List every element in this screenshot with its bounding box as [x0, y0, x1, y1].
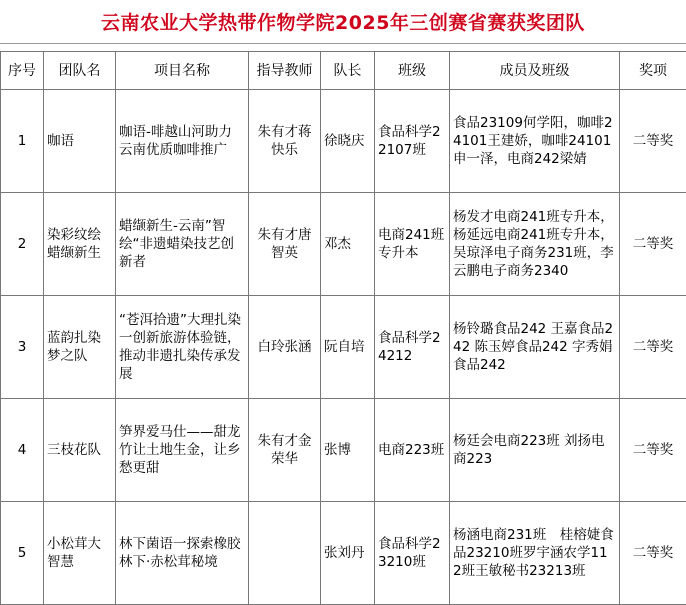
cell-project: 蜡缬新生-云南”智绘“非遗蜡染技艺创新者: [116, 193, 249, 296]
cell-advisor: 白玲张涵: [249, 296, 321, 399]
cell-advisor: 朱有才金荣华: [249, 399, 321, 502]
cell-members: 杨发才电商241班专升本，杨延远电商241班专升本，吴琼泽电子商务231班，李云鹏电子商务2340: [450, 193, 620, 296]
cell-project: 笋界爱马仕——甜龙竹让土地生金，让乡愁更甜: [116, 399, 249, 502]
cell-leader: 徐晓庆: [321, 90, 375, 193]
cell-leader: 张博: [321, 399, 375, 502]
cell-leader: 阮自培: [321, 296, 375, 399]
header-leader: 队长: [321, 52, 375, 90]
cell-class: 食品科学24212: [375, 296, 450, 399]
cell-advisor: 朱有才唐智英: [249, 193, 321, 296]
cell-members: 杨廷会电商223班 刘扬电商223: [450, 399, 620, 502]
header-team: 团队名: [44, 52, 116, 90]
header-row: [1, 52, 686, 90]
cell-team: 三枝花队: [44, 399, 116, 502]
cell-team: 小松茸大智慧: [44, 502, 116, 605]
cell-leader: 邓杰: [321, 193, 375, 296]
cell-class: 食品科学23210班: [375, 502, 450, 605]
header-no: 序号: [1, 52, 44, 90]
cell-class: 电商241班专升本: [375, 193, 450, 296]
cell-class: 食品科学22107班: [375, 90, 450, 193]
sheet-title: 云南农业大学热带作物学院2025年三创赛省赛获奖团队: [0, 0, 686, 44]
cell-leader: 张刘丹: [321, 502, 375, 605]
cell-no: 3: [1, 296, 44, 399]
cell-team: 蓝韵扎染梦之队: [44, 296, 116, 399]
cell-class: 电商223班: [375, 399, 450, 502]
cell-project: “苍洱拾遗”大理扎染一创新旅游体验链，推动非遗扎染传承发展: [116, 296, 249, 399]
header-advisor: 指导教师: [249, 52, 321, 90]
cell-team: 染彩纹绘蜡缬新生: [44, 193, 116, 296]
table-row: [1, 193, 686, 296]
cell-members: 杨铃璐食品242 王嘉食品242 陈玉婷食品242 字秀娟食品242: [450, 296, 620, 399]
cell-project: 咖语-啡越山河助力云南优质咖啡推广: [116, 90, 249, 193]
cell-award: 二等奖: [620, 502, 686, 605]
cell-advisor: [249, 502, 321, 605]
table-row: [1, 296, 686, 399]
cell-project: 林下菌语一探索橡胶林下·赤松茸秘境: [116, 502, 249, 605]
cell-members: 食品23109何学阳，咖啡24101王建娇，咖啡24101申一泽，电商242梁婧: [450, 90, 620, 193]
cell-no: 4: [1, 399, 44, 502]
header-award: 奖项: [620, 52, 686, 90]
cell-award: 二等奖: [620, 90, 686, 193]
spacer-row: [0, 44, 686, 51]
cell-no: 1: [1, 90, 44, 193]
cell-no: 5: [1, 502, 44, 605]
cell-no: 2: [1, 193, 44, 296]
cell-award: 二等奖: [620, 193, 686, 296]
cell-advisor: 朱有才蒋快乐: [249, 90, 321, 193]
cell-members: 杨涵电商231班 桂榕婕食品23210班罗宇涵农学112班王敏秘书23213班: [450, 502, 620, 605]
table-row: [1, 90, 686, 193]
header-project: 项目名称: [116, 52, 249, 90]
cell-award: 二等奖: [620, 399, 686, 502]
award-table: [0, 51, 686, 605]
header-class: 班级: [375, 52, 450, 90]
table-row: [1, 502, 686, 605]
table-row: [1, 399, 686, 502]
cell-team: 咖语: [44, 90, 116, 193]
header-members: 成员及班级: [450, 52, 620, 90]
cell-award: 二等奖: [620, 296, 686, 399]
